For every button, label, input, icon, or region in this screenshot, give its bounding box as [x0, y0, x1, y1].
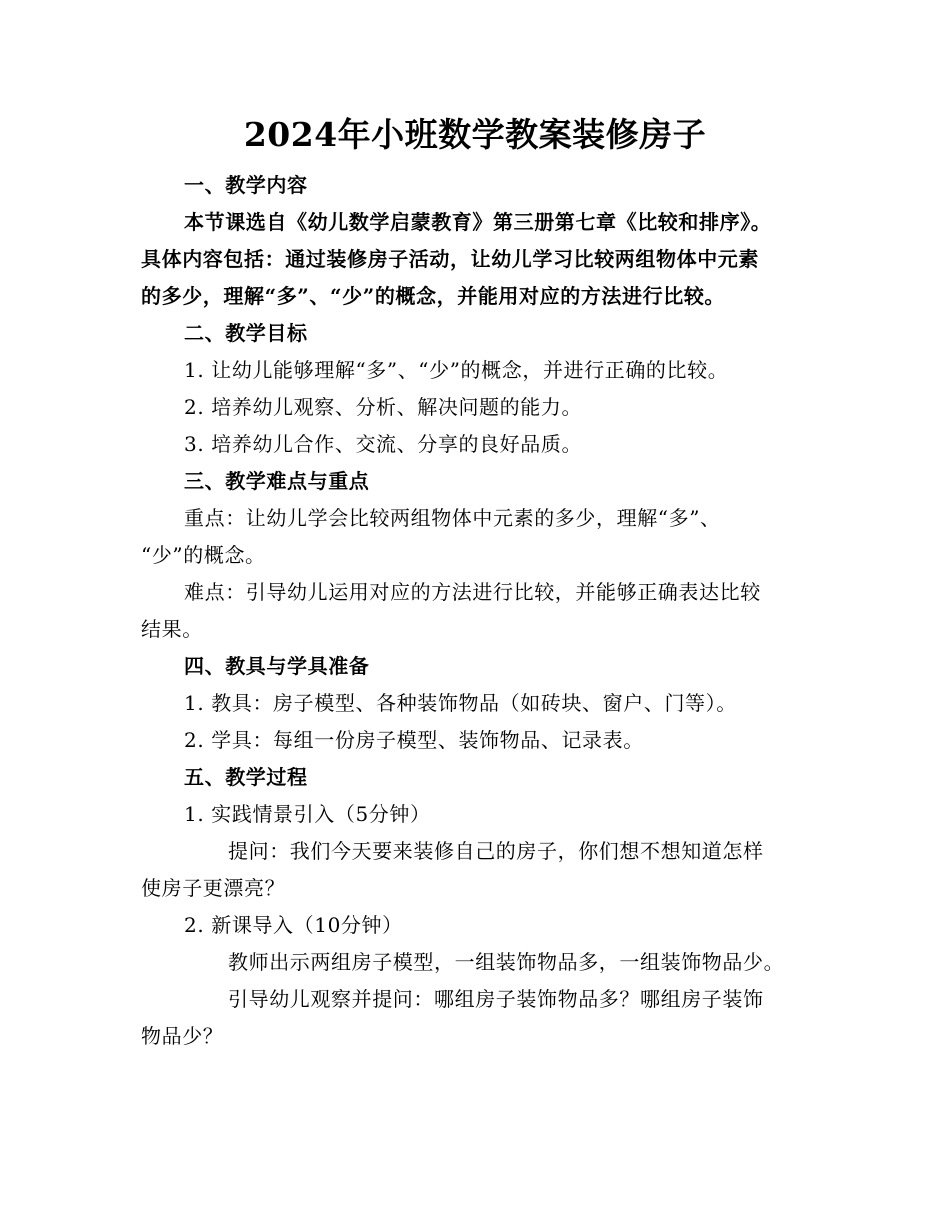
- paragraph-line: 使房子更漂亮？: [141, 876, 286, 900]
- paragraph-line: 难点：引导幼儿运用对应的方法进行比较，并能够正确表达比较: [184, 580, 761, 604]
- section-heading-materials: 四、教具与学具准备: [184, 654, 370, 678]
- paragraph-line: 结果。: [141, 617, 203, 641]
- paragraph-line: 具体内容包括：通过装修房子活动，让幼儿学习比较两组物体中元素: [141, 247, 759, 271]
- paragraph-line: 提问：我们今天要来装修自己的房子，你们想不想知道怎样: [228, 839, 764, 863]
- paragraph-line: “少”的概念。: [141, 543, 266, 567]
- section-heading-process: 五、教学过程: [184, 765, 308, 789]
- list-item: 1. 让幼儿能够理解“多”、“少”的概念，并进行正确的比较。: [184, 358, 729, 382]
- section-heading-objectives: 二、教学目标: [184, 321, 308, 345]
- paragraph-line: 重点：让幼儿学会比较两组物体中元素的多少，理解“多”、: [184, 506, 721, 530]
- section-heading-key-points: 三、教学难点与重点: [184, 469, 370, 493]
- document-title: 2024年小班数学教案装修房子: [243, 115, 707, 154]
- list-item: 2. 培养幼儿观察、分析、解决问题的能力。: [184, 395, 583, 419]
- document-body: [141, 167, 811, 1055]
- list-item: 1. 教具：房子模型、各种装饰物品（如砖块、窗户、门等）。: [184, 691, 737, 715]
- paragraph-line: 物品少？: [141, 1024, 224, 1048]
- section-heading-content: 一、教学内容: [184, 173, 308, 197]
- paragraph-line: 引导幼儿观察并提问：哪组房子装饰物品多？哪组房子装饰: [228, 987, 764, 1011]
- list-item: 2. 新课导入（10分钟）: [184, 913, 403, 937]
- list-item: 2. 学具：每组一份房子模型、装饰物品、记录表。: [184, 728, 644, 752]
- paragraph-line: 的多少，理解“多”、“少”的概念，并能用对应的方法进行比较。: [141, 284, 726, 308]
- list-item: 1. 实践情景引入（5分钟）: [184, 802, 431, 826]
- paragraph-line: 教师出示两组房子模型，一组装饰物品多，一组装饰物品少。: [228, 950, 785, 974]
- list-item: 3. 培养幼儿合作、交流、分享的良好品质。: [184, 432, 583, 456]
- paragraph-line: 本节课选自《幼儿数学启蒙教育》第三册第七章《比较和排序》。: [184, 210, 772, 234]
